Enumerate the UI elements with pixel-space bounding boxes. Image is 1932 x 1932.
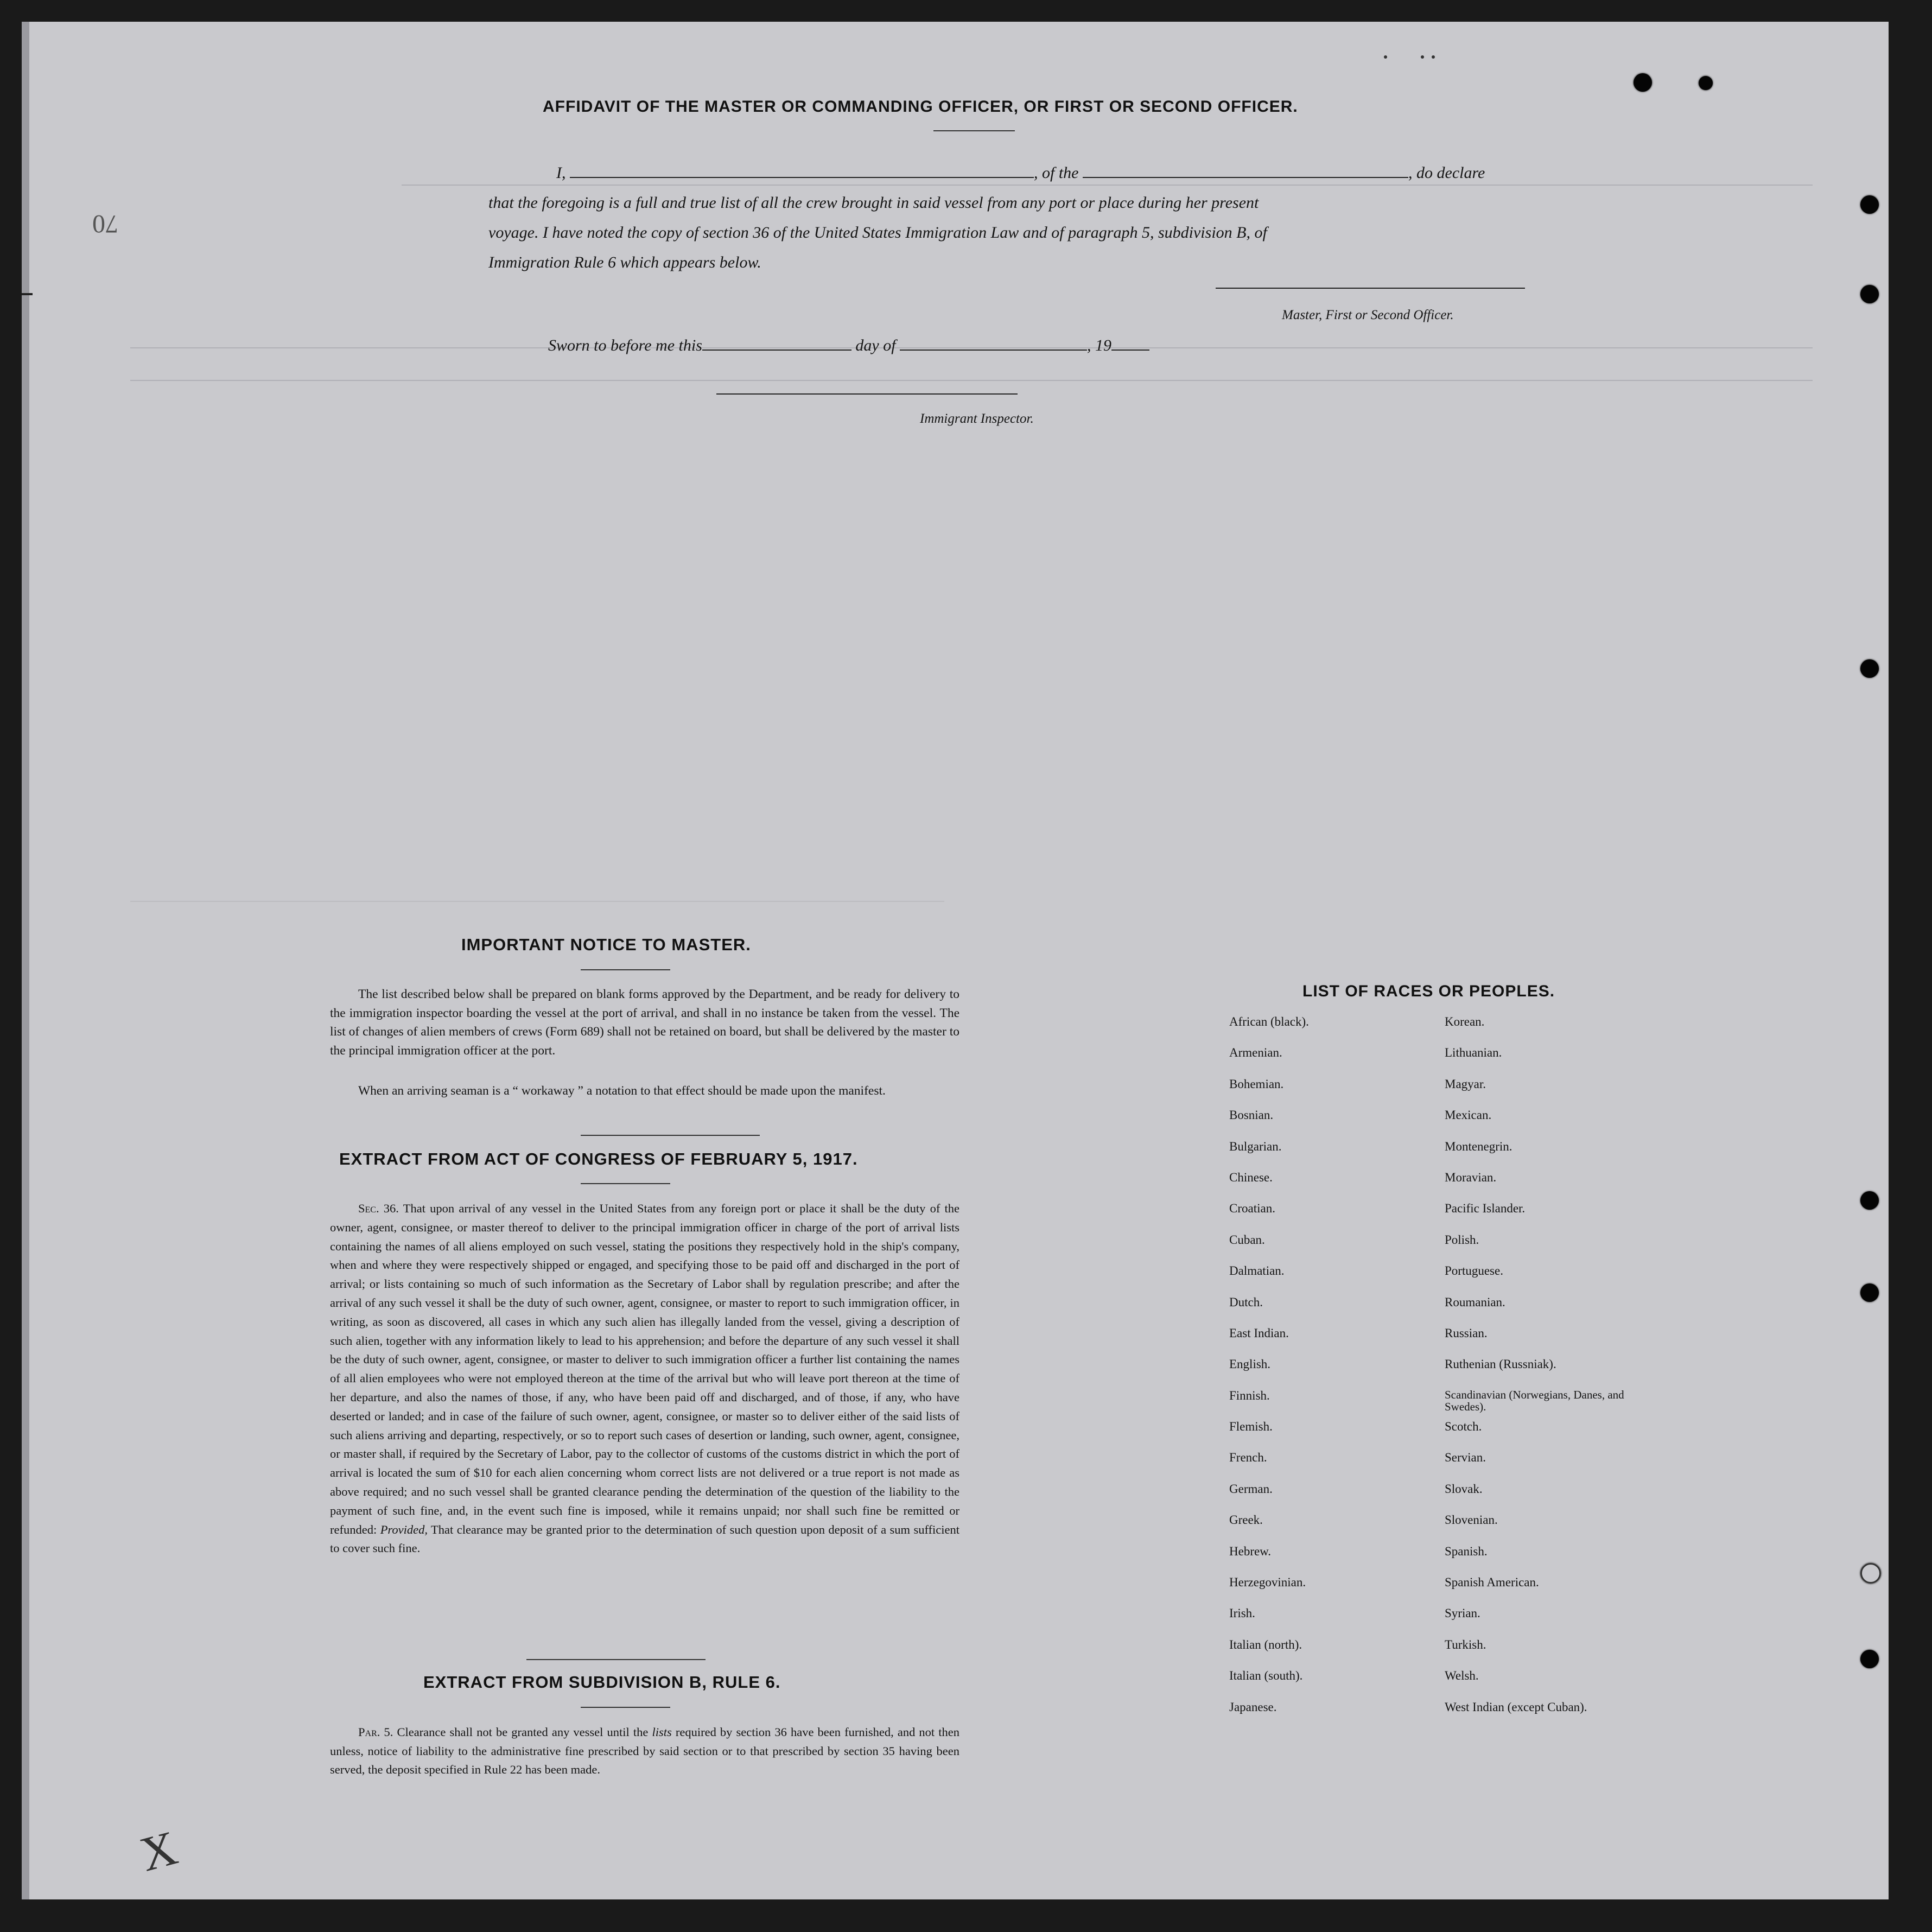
race-item: Welsh. [1445, 1669, 1479, 1683]
race-item: Flemish. [1229, 1420, 1273, 1434]
race-item: Japanese. [1229, 1700, 1277, 1714]
race-item: Montenegrin. [1445, 1139, 1512, 1153]
race-item: Syrian. [1445, 1606, 1480, 1620]
lists-word: lists [652, 1725, 672, 1739]
act-section-36-text [330, 1199, 959, 1558]
race-item: Russian. [1445, 1326, 1488, 1340]
notice-rule [581, 969, 670, 970]
act-extract-divider [526, 1659, 706, 1660]
race-item: Irish. [1229, 1606, 1255, 1620]
section-label: Sec. 36. [358, 1202, 399, 1215]
speck [1432, 55, 1435, 59]
document-page [22, 22, 1889, 1899]
punch-hole [1860, 285, 1879, 303]
section-body: That upon arrival of any vessel in the United States from any foreign port or place it shall be the duty of the owner, agent, consignee, or master thereof to deliver to the principal immigration officer in charge of the port of arrival lists containing the names of all aliens employed on such vessel, stating the positions they respectively hold in the ship's company, when and where they were respectively shipped or engaged, and specifying those to be paid off and discharged in the port of arrival; or lists containing so much of such information as the Secretary of Labor shall by regulation prescribe; and after the arrival of any such vessel it shall be the duty of such owner, agent, consignee, or master to report to such immigration officer, in writing, as soon as discovered, all cases in which any such alien has illegally landed from the vessel, giving a description of such alien, together with any information likely to lead to his apprehension; and before the departure of any such vessel it shall be the duty of such owner, agent, consignee, or master to deliver to such immigration officer a further list containing the names of all alien employees who were not employed thereon at the time of the arrival but who will leave port thereon at the time of her departure, and also the names of those, if any, who have been paid off and discharged, and of those, if any, who have deserted or landed; and in case of the failure of such owner, agent, consignee, or master so to deliver either of the said lists of such aliens arriving and departing, respectively, or so to report such cases of desertion or landing, such owner, agent, consignee, or master shall, if required by the Secretary of Labor, pay to the collector of customs of the customs district in which the port of arrival is located the sum of $10 for each alien concerning whom correct lists are not delivered or a true report is not made as above required; and no such vessel shall be granted clearance pending the determination of the question of the liability to the payment of such fine, and, in the event such fine is imposed, while it remains unpaid; nor shall such fine be remitted or refunded: [330, 1202, 960, 1536]
race-item: Chinese. [1229, 1170, 1273, 1184]
punch-hole [1860, 1563, 1881, 1584]
race-item: Bosnian. [1229, 1108, 1274, 1122]
punch-hole [1860, 1191, 1879, 1210]
margin-handwritten-mark: X [135, 1821, 183, 1882]
punch-hole [1860, 659, 1879, 678]
race-item: Slovenian. [1445, 1513, 1498, 1527]
speck [1421, 55, 1424, 59]
master-signature-caption: Master, First or Second Officer. [1282, 308, 1454, 322]
punch-hole [1860, 1283, 1879, 1302]
year-prefix: , 19 [1087, 336, 1112, 354]
notice-divider [581, 1135, 760, 1136]
race-item: Moravian. [1445, 1170, 1497, 1184]
race-item: Cuban. [1229, 1232, 1265, 1247]
race-item: Roumanian. [1445, 1295, 1505, 1309]
act-extract-rule [581, 1183, 670, 1184]
race-item: Hebrew. [1229, 1544, 1272, 1558]
sworn-year-field[interactable] [1111, 349, 1149, 351]
race-item: Finnish. [1229, 1388, 1270, 1402]
race-item: Mexican. [1445, 1108, 1492, 1122]
bleed-through-line [402, 185, 1813, 186]
race-item: Portuguese. [1445, 1264, 1503, 1278]
race-item: Dalmatian. [1229, 1264, 1285, 1278]
race-item: Ruthenian (Russniak). [1445, 1357, 1556, 1371]
inspector-signature-field[interactable] [716, 393, 1018, 395]
race-item: Slovak. [1445, 1482, 1483, 1496]
race-item: Scandinavian (Norwegians, Danes, and Swedes). [1445, 1388, 1624, 1413]
notice-paragraph-1: The list described below shall be prepared on blank forms approved by the Department, and be ready for delivery to the immigration inspector boarding the vessel at the port of arrival, and shall in no instance be taken from the vessel. The list of changes of alien members of crews (Form 689) shall not be retained on board, but shall be delivered by the master to the principal immigration officer at the port. [330, 987, 959, 1058]
bleed-through-line [130, 380, 1813, 381]
master-signature-field[interactable] [1216, 288, 1525, 289]
notice-title: IMPORTANT NOTICE TO MASTER. [461, 935, 751, 954]
race-item: Bulgarian. [1229, 1139, 1282, 1153]
paragraph-label: Par. 5. [358, 1725, 393, 1739]
margin-tick [22, 293, 33, 295]
declarant-prefix: I, [556, 164, 566, 182]
rule-extract-rule [581, 1707, 670, 1708]
race-item: West Indian (except Cuban). [1445, 1700, 1587, 1714]
race-item: Greek. [1229, 1513, 1263, 1527]
race-item: German. [1229, 1482, 1273, 1496]
affidavit-declaration-line [556, 164, 1539, 182]
rule-paragraph-5-text [330, 1723, 959, 1780]
race-item: Croatian. [1229, 1202, 1275, 1216]
race-item: Italian (north). [1229, 1637, 1302, 1651]
punch-hole [1634, 73, 1652, 92]
of-the-text: , of the [1034, 164, 1079, 182]
section-body-end: That clearance may be granted prior to the determination of such question upon deposit of a sum sufficient to cover such fine. [330, 1522, 960, 1555]
race-item: Scotch. [1445, 1420, 1482, 1434]
punch-hole [1860, 195, 1879, 214]
do-declare-text: , do declare [1408, 164, 1485, 182]
race-item: Herzegovinian. [1229, 1575, 1306, 1590]
races-title: LIST OF RACES OR PEOPLES. [1302, 982, 1555, 1000]
declarant-name-field[interactable] [570, 177, 1034, 178]
race-item: East Indian. [1229, 1326, 1289, 1340]
affidavit-line-4: Immigration Rule 6 which appears below. [488, 253, 761, 271]
day-of-text: day of [855, 336, 896, 354]
act-extract-title: EXTRACT FROM ACT OF CONGRESS OF FEBRUARY 5, 1917. [339, 1149, 858, 1168]
rule-extract-title: EXTRACT FROM SUBDIVISION B, RULE 6. [423, 1673, 781, 1692]
affidavit-line-3: voyage. I have noted the copy of section 36 of the United States Immigration Law and of paragraph 5, subdivision B, of [488, 224, 1267, 242]
races-left-column [1229, 1015, 1425, 1731]
sworn-month-field[interactable] [900, 349, 1087, 351]
race-item: Magyar. [1445, 1077, 1486, 1091]
race-item: Spanish American. [1445, 1575, 1539, 1590]
title-rule [933, 130, 1015, 131]
race-item: Italian (south). [1229, 1669, 1303, 1683]
sworn-prefix: Sworn to before me this [548, 336, 702, 354]
race-item: Polish. [1445, 1232, 1479, 1247]
sworn-day-field[interactable] [702, 349, 851, 351]
race-item: Spanish. [1445, 1544, 1488, 1558]
race-item: Dutch. [1229, 1295, 1263, 1309]
speck [1384, 55, 1387, 59]
affidavit-title: AFFIDAVIT OF THE MASTER OR COMMANDING OFFICER, OR FIRST OR SECOND OFFICER. [543, 98, 1298, 116]
race-item: Servian. [1445, 1451, 1486, 1465]
race-item: Bohemian. [1229, 1077, 1284, 1091]
race-item: Korean. [1445, 1015, 1485, 1028]
page-edge [22, 22, 29, 1899]
margin-number: 70 [92, 209, 118, 238]
race-item: Lithuanian. [1445, 1046, 1502, 1060]
race-item: Armenian. [1229, 1046, 1282, 1060]
notice-paragraph-2: When an arriving seaman is a “ workaway ” a notation to that effect should be made upon the manifest. [358, 1084, 886, 1098]
race-item: Pacific Islander. [1445, 1202, 1526, 1216]
race-item: African (black). [1229, 1015, 1309, 1028]
rule-body-a: Clearance shall not be granted any vessel until the [397, 1725, 649, 1739]
race-item: French. [1229, 1451, 1267, 1465]
bleed-through-line [130, 901, 944, 902]
rule-body-b: required by section 36 have been furnished, and not then unless, notice of liability to the administrative fine prescribed by said section or to that prescribed by section 35 having been served, the deposit specified in Rule 22 has been made. [330, 1725, 960, 1776]
races-right-column [1445, 1015, 1640, 1731]
provided-word: Provided, [380, 1522, 428, 1536]
inspector-caption: Immigrant Inspector. [920, 411, 1034, 426]
race-item: English. [1229, 1357, 1271, 1371]
sworn-statement-line [548, 336, 1149, 355]
race-item: Turkish. [1445, 1637, 1486, 1651]
vessel-name-field[interactable] [1083, 177, 1408, 178]
punch-hole [1699, 76, 1713, 90]
punch-hole [1860, 1650, 1879, 1668]
affidavit-line-2: that the foregoing is a full and true list of all the crew brought in said vessel from any port or place during her present [488, 194, 1259, 212]
